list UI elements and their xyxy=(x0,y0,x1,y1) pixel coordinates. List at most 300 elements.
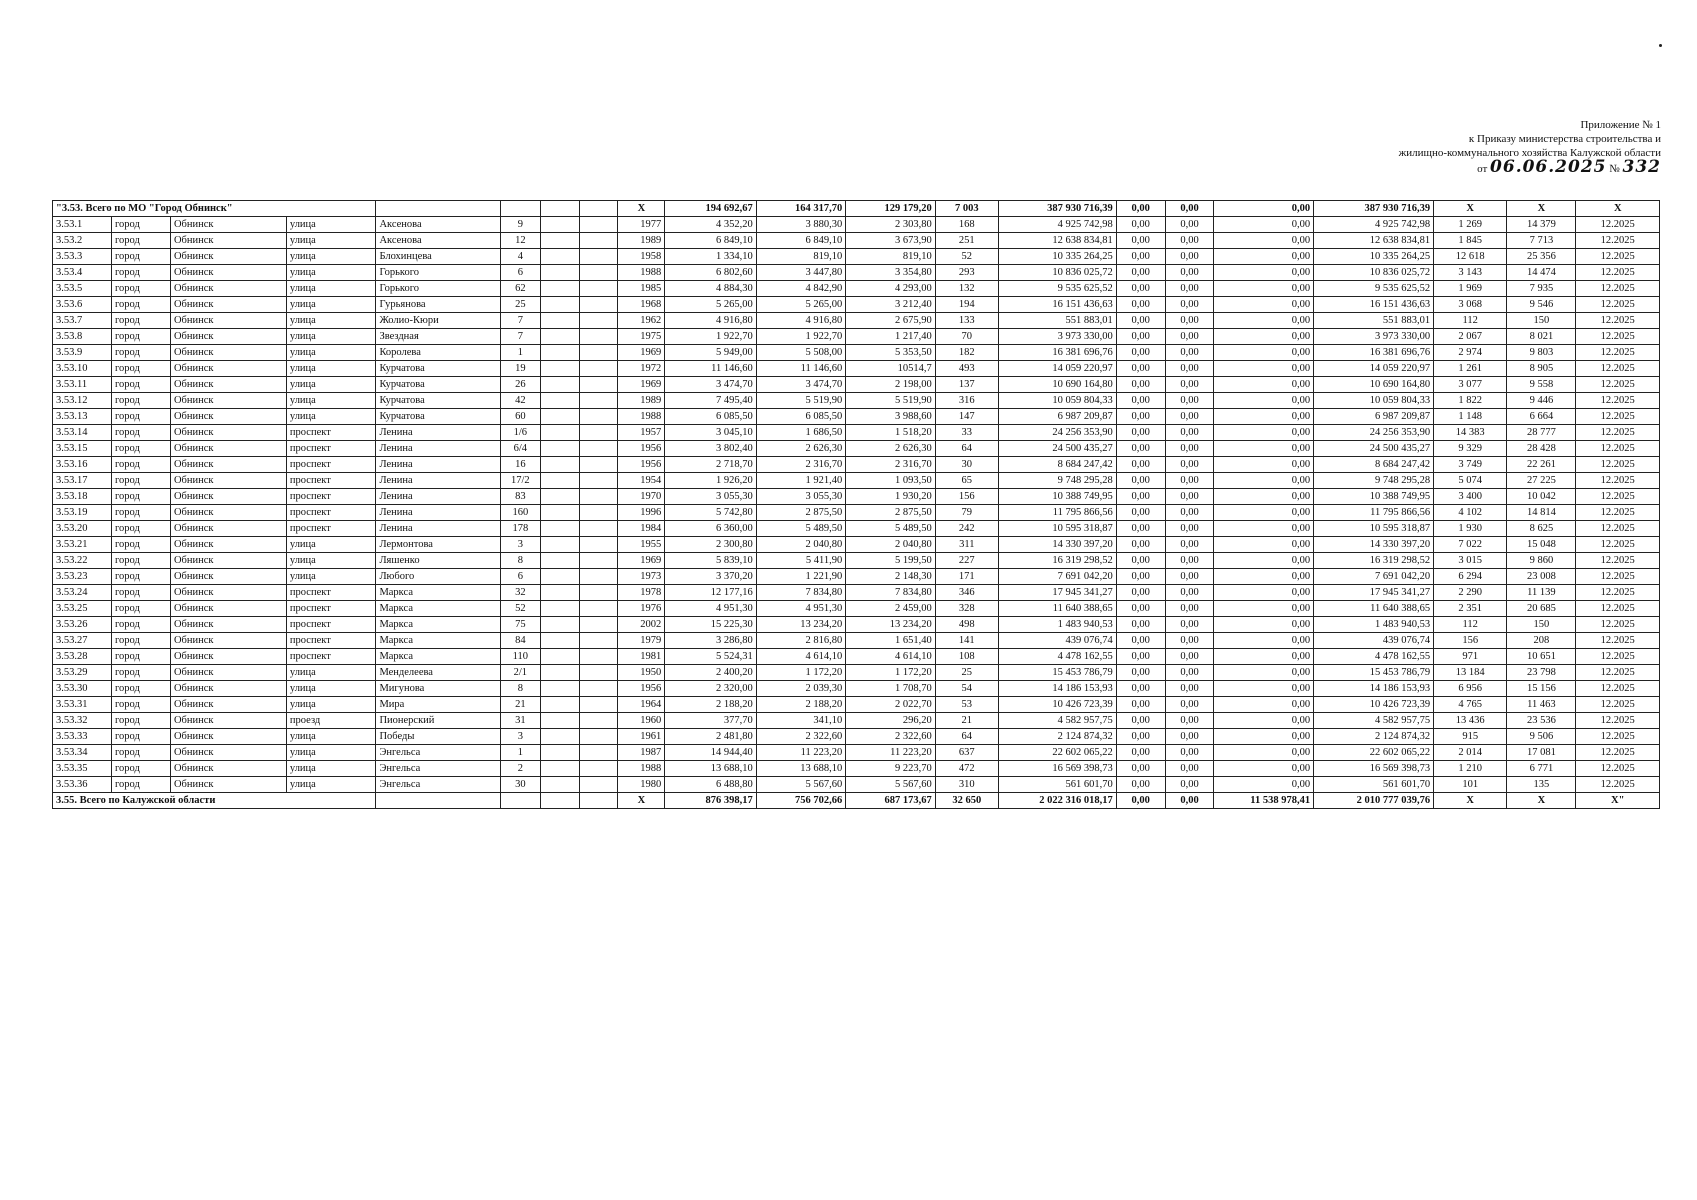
area-premises-cell: 1 921,40 xyxy=(756,473,846,489)
budget-local-cell: 0,00 xyxy=(1214,457,1314,473)
specific-cost-cell: 1 210 xyxy=(1434,761,1507,777)
cost-total-cell: 10 595 318,87 xyxy=(998,521,1116,537)
limit-cost-cell: 15 048 xyxy=(1507,537,1576,553)
summary-area-living: 129 179,20 xyxy=(846,201,936,217)
area-premises-cell: 4 951,30 xyxy=(756,601,846,617)
row-number-cell: 3.53.24 xyxy=(53,585,112,601)
term-cell: 12.2025 xyxy=(1576,249,1660,265)
owners-cell: 2 124 874,32 xyxy=(1314,729,1434,745)
blank-b-cell xyxy=(579,665,618,681)
street-name-cell: Звездная xyxy=(376,329,500,345)
area-premises-cell: 341,10 xyxy=(756,713,846,729)
settlement-type-cell: город xyxy=(111,377,170,393)
blank-a-cell xyxy=(541,361,580,377)
cost-total-cell: 551 883,01 xyxy=(998,313,1116,329)
house-number-cell: 52 xyxy=(500,601,541,617)
area-total-cell: 2 320,00 xyxy=(665,681,757,697)
budget-local-cell: 0,00 xyxy=(1214,281,1314,297)
settlement-name-cell: Обнинск xyxy=(170,425,286,441)
limit-cost-cell: 27 225 xyxy=(1507,473,1576,489)
summary-area-living: 687 173,67 xyxy=(846,793,936,809)
table-row xyxy=(53,297,1660,313)
cost-total-cell: 22 602 065,22 xyxy=(998,745,1116,761)
cost-total-cell: 15 453 786,79 xyxy=(998,665,1116,681)
table-row xyxy=(53,329,1660,345)
table-row xyxy=(53,777,1660,793)
house-number-cell: 8 xyxy=(500,553,541,569)
settlement-name-cell: Обнинск xyxy=(170,457,286,473)
house-number-cell: 178 xyxy=(500,521,541,537)
blank-a-cell xyxy=(541,345,580,361)
blank-b-cell xyxy=(579,345,618,361)
table-row xyxy=(53,505,1660,521)
area-living-cell: 5 199,50 xyxy=(846,553,936,569)
specific-cost-cell: 13 436 xyxy=(1434,713,1507,729)
area-total-cell: 3 370,20 xyxy=(665,569,757,585)
row-number-cell: 3.53.7 xyxy=(53,313,112,329)
settlement-type-cell: город xyxy=(111,729,170,745)
blank-a-cell xyxy=(541,441,580,457)
specific-cost-cell: 112 xyxy=(1434,313,1507,329)
house-number-cell: 42 xyxy=(500,393,541,409)
owners-cell: 16 381 696,76 xyxy=(1314,345,1434,361)
area-premises-cell: 11 146,60 xyxy=(756,361,846,377)
settlement-type-cell: город xyxy=(111,505,170,521)
blank-a-cell xyxy=(541,553,580,569)
fund-cell: 0,00 xyxy=(1116,345,1165,361)
limit-cost-cell: 15 156 xyxy=(1507,681,1576,697)
specific-cost-cell: 1 269 xyxy=(1434,217,1507,233)
area-living-cell: 2 675,90 xyxy=(846,313,936,329)
area-premises-cell: 1 172,20 xyxy=(756,665,846,681)
street-name-cell: Энгельса xyxy=(376,777,500,793)
summary-owners: 387 930 716,39 xyxy=(1314,201,1434,217)
residents-cell: 137 xyxy=(935,377,998,393)
street-type-cell: проспект xyxy=(286,617,376,633)
term-cell: 12.2025 xyxy=(1576,553,1660,569)
settlement-name-cell: Обнинск xyxy=(170,329,286,345)
row-number-cell: 3.53.21 xyxy=(53,537,112,553)
street-name-cell: Ленина xyxy=(376,425,500,441)
cost-total-cell: 439 076,74 xyxy=(998,633,1116,649)
table-row xyxy=(53,521,1660,537)
budget-region-cell: 0,00 xyxy=(1165,233,1214,249)
settlement-type-cell: город xyxy=(111,217,170,233)
street-type-cell: улица xyxy=(286,745,376,761)
area-total-cell: 5 742,80 xyxy=(665,505,757,521)
summary-owners: 2 010 777 039,76 xyxy=(1314,793,1434,809)
street-type-cell: проспект xyxy=(286,649,376,665)
fund-cell: 0,00 xyxy=(1116,537,1165,553)
blank-a-cell xyxy=(541,617,580,633)
cost-total-cell: 11 795 866,56 xyxy=(998,505,1116,521)
budget-region-cell: 0,00 xyxy=(1165,505,1214,521)
house-number-cell: 1/6 xyxy=(500,425,541,441)
area-total-cell: 3 286,80 xyxy=(665,633,757,649)
house-number-cell: 3 xyxy=(500,729,541,745)
settlement-type-cell: город xyxy=(111,585,170,601)
street-name-cell: Пионерский xyxy=(376,713,500,729)
street-type-cell: проспект xyxy=(286,633,376,649)
area-living-cell: 2 875,50 xyxy=(846,505,936,521)
area-living-cell: 7 834,80 xyxy=(846,585,936,601)
term-cell: 12.2025 xyxy=(1576,457,1660,473)
budget-region-cell: 0,00 xyxy=(1165,553,1214,569)
street-type-cell: улица xyxy=(286,729,376,745)
summary-year: X xyxy=(618,201,665,217)
commission-year-cell: 1961 xyxy=(618,729,665,745)
street-type-cell: улица xyxy=(286,345,376,361)
residents-cell: 25 xyxy=(935,665,998,681)
budget-region-cell: 0,00 xyxy=(1165,729,1214,745)
limit-cost-cell: 135 xyxy=(1507,777,1576,793)
area-living-cell: 2 040,80 xyxy=(846,537,936,553)
settlement-name-cell: Обнинск xyxy=(170,649,286,665)
settlement-type-cell: город xyxy=(111,601,170,617)
street-name-cell: Горького xyxy=(376,265,500,281)
row-number-cell: 3.53.8 xyxy=(53,329,112,345)
commission-year-cell: 1976 xyxy=(618,601,665,617)
table-row xyxy=(53,473,1660,489)
fund-cell: 0,00 xyxy=(1116,521,1165,537)
street-name-cell: Курчатова xyxy=(376,409,500,425)
budget-region-cell: 0,00 xyxy=(1165,665,1214,681)
house-number-cell: 25 xyxy=(500,297,541,313)
cost-total-cell: 11 640 388,65 xyxy=(998,601,1116,617)
capital-repair-register-table xyxy=(52,200,1660,809)
street-type-cell: улица xyxy=(286,409,376,425)
summary-area-premises: 164 317,70 xyxy=(756,201,846,217)
budget-region-cell: 0,00 xyxy=(1165,601,1214,617)
blank-a-cell xyxy=(541,761,580,777)
street-type-cell: улица xyxy=(286,697,376,713)
owners-cell: 4 478 162,55 xyxy=(1314,649,1434,665)
fund-cell: 0,00 xyxy=(1116,409,1165,425)
blank-b-cell xyxy=(579,713,618,729)
budget-local-cell: 0,00 xyxy=(1214,761,1314,777)
specific-cost-cell: 1 845 xyxy=(1434,233,1507,249)
limit-cost-cell: 11 139 xyxy=(1507,585,1576,601)
street-name-cell: Менделеева xyxy=(376,665,500,681)
blank-b-cell xyxy=(579,281,618,297)
limit-cost-cell: 8 021 xyxy=(1507,329,1576,345)
order-date: 06.06.2025 xyxy=(1490,157,1607,177)
area-total-cell: 12 177,16 xyxy=(665,585,757,601)
specific-cost-cell: 14 383 xyxy=(1434,425,1507,441)
area-premises-cell: 4 916,80 xyxy=(756,313,846,329)
settlement-name-cell: Обнинск xyxy=(170,553,286,569)
blank-b-cell xyxy=(579,265,618,281)
blank xyxy=(541,793,580,809)
area-living-cell: 2 022,70 xyxy=(846,697,936,713)
limit-cost-cell: 14 814 xyxy=(1507,505,1576,521)
residents-cell: 346 xyxy=(935,585,998,601)
table-row xyxy=(53,569,1660,585)
area-living-cell: 4 614,10 xyxy=(846,649,936,665)
settlement-type-cell: город xyxy=(111,393,170,409)
table-row xyxy=(53,313,1660,329)
table-row xyxy=(53,713,1660,729)
row-number-cell: 3.53.33 xyxy=(53,729,112,745)
budget-local-cell: 0,00 xyxy=(1214,553,1314,569)
owners-cell: 439 076,74 xyxy=(1314,633,1434,649)
settlement-type-cell: город xyxy=(111,617,170,633)
fund-cell: 0,00 xyxy=(1116,713,1165,729)
residents-cell: 54 xyxy=(935,681,998,697)
owners-cell: 10 836 025,72 xyxy=(1314,265,1434,281)
house-number-cell: 4 xyxy=(500,249,541,265)
fund-cell: 0,00 xyxy=(1116,217,1165,233)
limit-cost-cell: 28 428 xyxy=(1507,441,1576,457)
row-number-cell: 3.53.23 xyxy=(53,569,112,585)
owners-cell: 9 748 295,28 xyxy=(1314,473,1434,489)
cost-total-cell: 1 483 940,53 xyxy=(998,617,1116,633)
summary-label: "3.53. Всего по МО "Город Обнинск" xyxy=(53,201,376,217)
owners-cell: 11 795 866,56 xyxy=(1314,505,1434,521)
settlement-type-cell: город xyxy=(111,441,170,457)
row-number-cell: 3.53.6 xyxy=(53,297,112,313)
row-number-cell: 3.53.3 xyxy=(53,249,112,265)
street-type-cell: проспект xyxy=(286,489,376,505)
row-number-cell: 3.53.13 xyxy=(53,409,112,425)
owners-cell: 6 987 209,87 xyxy=(1314,409,1434,425)
budget-local-cell: 0,00 xyxy=(1214,313,1314,329)
budget-local-cell: 0,00 xyxy=(1214,681,1314,697)
house-number-cell: 60 xyxy=(500,409,541,425)
owners-cell: 7 691 042,20 xyxy=(1314,569,1434,585)
house-number-cell: 160 xyxy=(500,505,541,521)
residents-cell: 182 xyxy=(935,345,998,361)
blank-a-cell xyxy=(541,777,580,793)
limit-cost-cell: 9 803 xyxy=(1507,345,1576,361)
area-premises-cell: 5 411,90 xyxy=(756,553,846,569)
budget-region-cell: 0,00 xyxy=(1165,249,1214,265)
scan-dot xyxy=(1659,44,1662,47)
area-premises-cell: 3 880,30 xyxy=(756,217,846,233)
row-number-cell: 3.53.2 xyxy=(53,233,112,249)
budget-region-cell: 0,00 xyxy=(1165,457,1214,473)
cost-total-cell: 10 059 804,33 xyxy=(998,393,1116,409)
street-name-cell: Лермонтова xyxy=(376,537,500,553)
row-number-cell: 3.53.14 xyxy=(53,425,112,441)
residents-cell: 227 xyxy=(935,553,998,569)
specific-cost-cell: 3 068 xyxy=(1434,297,1507,313)
blank-b-cell xyxy=(579,537,618,553)
budget-region-cell: 0,00 xyxy=(1165,377,1214,393)
area-total-cell: 5 524,31 xyxy=(665,649,757,665)
owners-cell: 10 335 264,25 xyxy=(1314,249,1434,265)
budget-region-cell: 0,00 xyxy=(1165,713,1214,729)
house-number-cell: 83 xyxy=(500,489,541,505)
cost-total-cell: 7 691 042,20 xyxy=(998,569,1116,585)
term-cell: 12.2025 xyxy=(1576,361,1660,377)
street-type-cell: проспект xyxy=(286,601,376,617)
specific-cost-cell: 2 290 xyxy=(1434,585,1507,601)
house-number-cell: 6 xyxy=(500,569,541,585)
house-number-cell: 62 xyxy=(500,281,541,297)
street-type-cell: улица xyxy=(286,281,376,297)
term-cell: 12.2025 xyxy=(1576,649,1660,665)
summary-area-total: 876 398,17 xyxy=(665,793,757,809)
area-living-cell: 2 316,70 xyxy=(846,457,936,473)
house-number-cell: 2/1 xyxy=(500,665,541,681)
street-type-cell: проспект xyxy=(286,473,376,489)
limit-cost-cell: 23 798 xyxy=(1507,665,1576,681)
term-cell: 12.2025 xyxy=(1576,761,1660,777)
area-total-cell: 6 802,60 xyxy=(665,265,757,281)
term-cell: 12.2025 xyxy=(1576,505,1660,521)
table-row xyxy=(53,697,1660,713)
summary-cost-total: 387 930 716,39 xyxy=(998,201,1116,217)
area-living-cell: 3 354,80 xyxy=(846,265,936,281)
row-number-cell: 3.53.16 xyxy=(53,457,112,473)
specific-cost-cell: 3 749 xyxy=(1434,457,1507,473)
area-premises-cell: 6 085,50 xyxy=(756,409,846,425)
owners-cell: 10 426 723,39 xyxy=(1314,697,1434,713)
house-number-cell: 110 xyxy=(500,649,541,665)
area-premises-cell: 7 834,80 xyxy=(756,585,846,601)
fund-cell: 0,00 xyxy=(1116,569,1165,585)
area-total-cell: 2 400,20 xyxy=(665,665,757,681)
row-number-cell: 3.53.5 xyxy=(53,281,112,297)
area-total-cell: 3 802,40 xyxy=(665,441,757,457)
table-row xyxy=(53,441,1660,457)
budget-region-cell: 0,00 xyxy=(1165,361,1214,377)
owners-cell: 3 973 330,00 xyxy=(1314,329,1434,345)
blank-b-cell xyxy=(579,585,618,601)
budget-region-cell: 0,00 xyxy=(1165,681,1214,697)
cost-total-cell: 24 256 353,90 xyxy=(998,425,1116,441)
blank-a-cell xyxy=(541,281,580,297)
specific-cost-cell: 3 143 xyxy=(1434,265,1507,281)
blank-a-cell xyxy=(541,329,580,345)
budget-local-cell: 0,00 xyxy=(1214,505,1314,521)
specific-cost-cell: 6 294 xyxy=(1434,569,1507,585)
term-cell: 12.2025 xyxy=(1576,409,1660,425)
street-name-cell: Ленина xyxy=(376,521,500,537)
residents-cell: 70 xyxy=(935,329,998,345)
table-row xyxy=(53,393,1660,409)
area-total-cell: 15 225,30 xyxy=(665,617,757,633)
table-row xyxy=(53,553,1660,569)
appendix-title: Приложение № 1 xyxy=(1580,119,1661,131)
residents-cell: 637 xyxy=(935,745,998,761)
street-type-cell: проспект xyxy=(286,457,376,473)
cost-total-cell: 10 690 164,80 xyxy=(998,377,1116,393)
street-type-cell: улица xyxy=(286,297,376,313)
settlement-name-cell: Обнинск xyxy=(170,377,286,393)
fund-cell: 0,00 xyxy=(1116,473,1165,489)
residents-cell: 30 xyxy=(935,457,998,473)
settlement-name-cell: Обнинск xyxy=(170,601,286,617)
number-prefix: № xyxy=(1609,163,1620,175)
house-number-cell: 6/4 xyxy=(500,441,541,457)
limit-cost-cell: 9 860 xyxy=(1507,553,1576,569)
area-living-cell: 13 234,20 xyxy=(846,617,936,633)
settlement-name-cell: Обнинск xyxy=(170,521,286,537)
table-row xyxy=(53,761,1660,777)
limit-cost-cell: 150 xyxy=(1507,617,1576,633)
residents-cell: 53 xyxy=(935,697,998,713)
budget-region-cell: 0,00 xyxy=(1165,585,1214,601)
table-row xyxy=(53,537,1660,553)
street-type-cell: улица xyxy=(286,329,376,345)
limit-cost-cell: 22 261 xyxy=(1507,457,1576,473)
street-name-cell: Ленина xyxy=(376,489,500,505)
term-cell: 12.2025 xyxy=(1576,345,1660,361)
fund-cell: 0,00 xyxy=(1116,489,1165,505)
summary-term: X xyxy=(1576,201,1660,217)
specific-cost-cell: 1 930 xyxy=(1434,521,1507,537)
cost-total-cell: 12 638 834,81 xyxy=(998,233,1116,249)
area-premises-cell: 5 508,00 xyxy=(756,345,846,361)
blank-a-cell xyxy=(541,729,580,745)
street-name-cell: Маркса xyxy=(376,585,500,601)
cost-total-cell: 4 925 742,98 xyxy=(998,217,1116,233)
street-name-cell: Маркса xyxy=(376,617,500,633)
area-premises-cell: 6 849,10 xyxy=(756,233,846,249)
settlement-name-cell: Обнинск xyxy=(170,473,286,489)
blank-b-cell xyxy=(579,441,618,457)
street-name-cell: Ленина xyxy=(376,473,500,489)
cost-total-cell: 4 582 957,75 xyxy=(998,713,1116,729)
area-living-cell: 2 626,30 xyxy=(846,441,936,457)
table-row xyxy=(53,601,1660,617)
blank-b-cell xyxy=(579,569,618,585)
table-row xyxy=(53,265,1660,281)
blank-b-cell xyxy=(579,313,618,329)
cost-total-cell: 8 684 247,42 xyxy=(998,457,1116,473)
owners-cell: 10 388 749,95 xyxy=(1314,489,1434,505)
residents-cell: 108 xyxy=(935,649,998,665)
area-total-cell: 6 085,50 xyxy=(665,409,757,425)
limit-cost-cell: 11 463 xyxy=(1507,697,1576,713)
commission-year-cell: 1970 xyxy=(618,489,665,505)
area-premises-cell: 13 234,20 xyxy=(756,617,846,633)
budget-local-cell: 0,00 xyxy=(1214,537,1314,553)
area-total-cell: 4 884,30 xyxy=(665,281,757,297)
row-number-cell: 3.53.17 xyxy=(53,473,112,489)
area-living-cell: 1 930,20 xyxy=(846,489,936,505)
area-total-cell: 4 916,80 xyxy=(665,313,757,329)
summary-area-premises: 756 702,66 xyxy=(756,793,846,809)
table-row xyxy=(53,585,1660,601)
summary-term: X" xyxy=(1576,793,1660,809)
area-premises-cell: 2 322,60 xyxy=(756,729,846,745)
fund-cell: 0,00 xyxy=(1116,585,1165,601)
fund-cell: 0,00 xyxy=(1116,265,1165,281)
commission-year-cell: 2002 xyxy=(618,617,665,633)
table-row xyxy=(53,681,1660,697)
fund-cell: 0,00 xyxy=(1116,281,1165,297)
blank-b-cell xyxy=(579,601,618,617)
residents-cell: 310 xyxy=(935,777,998,793)
street-name-cell: Победы xyxy=(376,729,500,745)
settlement-name-cell: Обнинск xyxy=(170,537,286,553)
table-row xyxy=(53,217,1660,233)
owners-cell: 22 602 065,22 xyxy=(1314,745,1434,761)
area-total-cell: 3 474,70 xyxy=(665,377,757,393)
house-number-cell: 9 xyxy=(500,217,541,233)
settlement-type-cell: город xyxy=(111,537,170,553)
residents-cell: 133 xyxy=(935,313,998,329)
blank-b-cell xyxy=(579,505,618,521)
specific-cost-cell: 1 148 xyxy=(1434,409,1507,425)
settlement-type-cell: город xyxy=(111,249,170,265)
fund-cell: 0,00 xyxy=(1116,553,1165,569)
settlement-name-cell: Обнинск xyxy=(170,505,286,521)
blank-a-cell xyxy=(541,265,580,281)
